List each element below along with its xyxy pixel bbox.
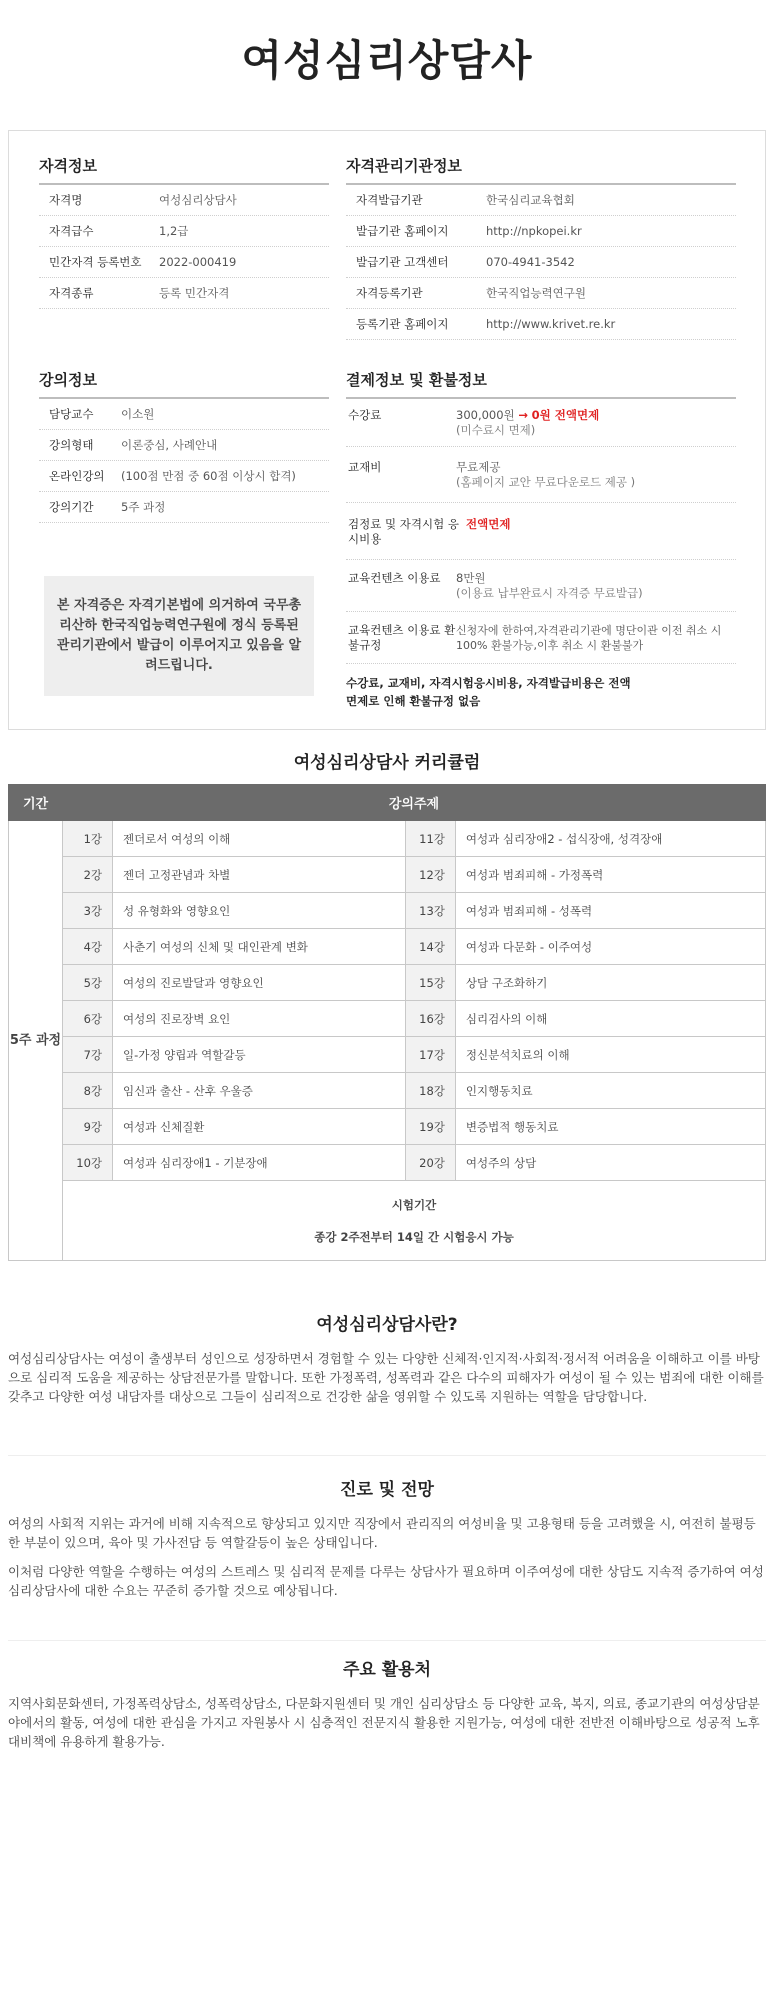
exam-period-title: 시험기간 [391, 1197, 437, 1212]
cert-info-row [39, 216, 329, 247]
lesson-number: 9강 [63, 1109, 113, 1145]
content-fee-value: 8만원 [456, 571, 486, 585]
lecture-info-row [39, 461, 329, 492]
lecture-info-row [39, 430, 329, 461]
table-row [9, 1001, 766, 1037]
table-row [9, 1109, 766, 1145]
exam-fee-row [346, 503, 736, 560]
agency-info-row [346, 278, 736, 309]
career-paragraph-2: 이처럼 다양한 역할을 수행하는 여성의 스트레스 및 심리적 문제를 다루는 상담사가 필요하며 이주여성에 대한 상담도 지속적 증가하여 여성심리상담사에 대한 수요는 꾸준히 증가할 것으로 예상됩니다. [8, 1564, 764, 1598]
content-fee-key: 교육컨텐츠 이용료 [348, 571, 441, 585]
table-row [9, 893, 766, 929]
tuition-sub: (미수료시 면제) [456, 423, 536, 437]
lesson-number: 17강 [405, 1037, 455, 1073]
career-section [8, 1475, 766, 1610]
lesson-number: 4강 [63, 929, 113, 965]
lecture-info-key: 강의형태 [49, 438, 94, 452]
tuition-key: 수강료 [348, 408, 382, 422]
usage-section [8, 1655, 766, 1761]
cert-info-value: 등록 민간자격 [159, 286, 230, 300]
lesson-topic: 임신과 출산 - 산후 우울증 [113, 1073, 406, 1109]
lesson-number: 16강 [405, 1001, 455, 1037]
refund-key: 교육컨텐츠 이용료 환불규정 [348, 623, 456, 652]
lecture-info-value: 이론중심, 사례안내 [121, 438, 218, 452]
career-heading: 진로 및 전망 [340, 1480, 434, 1500]
content-fee-row [346, 560, 736, 612]
lesson-number: 13강 [405, 893, 455, 929]
cert-info-section [39, 155, 329, 309]
table-row [9, 1073, 766, 1109]
registry-homepage-link[interactable]: http://www.krivet.re.kr [486, 317, 616, 331]
lesson-number: 14강 [405, 929, 455, 965]
lesson-topic: 젠더로서 여성의 이해 [113, 821, 406, 857]
usage-heading: 주요 활용처 [342, 1660, 432, 1680]
cert-info-row [39, 278, 329, 309]
exam-period-desc: 종강 2주전부터 14일 간 시험응시 가능 [314, 1229, 514, 1244]
exam-fee-value: 전액면제 [466, 517, 511, 531]
lecture-info-value: (100점 만점 중 60점 이상시 합격) [121, 469, 296, 483]
exam-row [9, 1181, 766, 1261]
lesson-number: 11강 [405, 821, 455, 857]
agency-homepage-link[interactable]: http://npkopei.kr [486, 224, 582, 238]
table-row [9, 821, 766, 857]
lecture-info-value: 5주 과정 [121, 500, 166, 514]
material-row [346, 447, 736, 503]
curriculum-header-row [9, 785, 766, 821]
agency-info-key: 발급기관 홈페이지 [356, 224, 449, 238]
lesson-number: 3강 [63, 893, 113, 929]
lecture-info-section [39, 369, 329, 523]
agency-info-key: 자격발급기관 [356, 193, 423, 207]
cert-info-key: 자격급수 [49, 224, 94, 238]
lesson-topic: 사춘기 여성의 신체 및 대인관계 변화 [113, 929, 406, 965]
lesson-topic: 여성과 심리장애2 - 섭식장애, 성격장애 [455, 821, 765, 857]
refund-footer: 수강료, 교재비, 자격시험응시비용, 자격발급비용은 전액면제로 인해 환불규정 없음 [346, 676, 631, 708]
material-sub: (홈페이지 교안 무료다운로드 제공 ) [456, 475, 636, 489]
period-label: 5주 과정 [9, 821, 63, 1261]
material-value: 무료제공 [456, 460, 501, 474]
table-row [9, 1145, 766, 1181]
lesson-topic: 여성의 진로발달과 영향요인 [113, 965, 406, 1001]
agency-info-section [346, 155, 736, 340]
lesson-topic: 여성과 다문화 - 이주여성 [455, 929, 765, 965]
lesson-topic: 심리검사의 이해 [455, 1001, 765, 1037]
agency-info-value: 한국직업능력연구원 [486, 286, 586, 300]
page-title: 여성심리상담사 [241, 36, 533, 85]
cert-info-heading: 자격정보 [39, 155, 329, 185]
info-panel [8, 130, 766, 730]
tuition-row [346, 399, 736, 447]
lecture-info-value: 이소원 [121, 407, 155, 421]
curriculum-title: 여성심리상담사 커리큘럼 [293, 753, 481, 773]
lesson-topic: 성 유형화와 영향요인 [113, 893, 406, 929]
tuition-free: 0원 전액면제 [531, 408, 600, 422]
lecture-info-heading: 강의정보 [39, 369, 329, 399]
lecture-info-key: 강의기간 [49, 500, 94, 514]
lesson-number: 2강 [63, 857, 113, 893]
agency-info-row [346, 309, 736, 340]
about-heading: 여성심리상담사란? [316, 1315, 458, 1335]
section-divider [8, 1455, 766, 1456]
period-header: 기간 [9, 785, 63, 821]
table-row [9, 1037, 766, 1073]
lecture-info-row [39, 492, 329, 523]
agency-info-row [346, 185, 736, 216]
certification-notice: 본 자격증은 자격기본법에 의거하여 국무총리산하 한국직업능력연구원에 정식 등록된 관리기관에서 발급이 이루어지고 있음을 알려드립니다. [44, 576, 314, 696]
cert-info-value: 1,2급 [159, 224, 189, 238]
curriculum-table [8, 784, 766, 1261]
cert-info-key: 민간자격 등록번호 [49, 255, 142, 269]
agency-info-row [346, 247, 736, 278]
lesson-topic: 인지행동치료 [455, 1073, 765, 1109]
exam-period-cell [63, 1181, 766, 1261]
agency-info-value: 070-4941-3542 [486, 255, 575, 269]
material-key: 교재비 [348, 460, 382, 474]
lesson-number: 1강 [63, 821, 113, 857]
lesson-number: 15강 [405, 965, 455, 1001]
cert-info-key: 자격종류 [49, 286, 94, 300]
tuition-price: 300,000원 [456, 408, 515, 422]
payment-info-section [346, 369, 736, 710]
lesson-topic: 여성과 심리장애1 - 기분장애 [113, 1145, 406, 1181]
lesson-number: 19강 [405, 1109, 455, 1145]
about-body: 여성심리상담사는 여성이 출생부터 성인으로 성장하면서 경험할 수 있는 다양한 신체적·인지적·사회적·정서적 어려움을 이해하고 이를 바탕으로 심리적 도움을 제공하는 상담전문가를 말합니다. 또한 가정폭력, 성폭력과 같은 다수의 피해자가 여성이 될 수 있는 범죄에 대한 이해를 갖추고 다양한 여성 내담자를 대상으로 그들이 심리적으로 건강한 삶을 영위할 수 있도록 지원하는 역할을 담당합니다. [8, 1351, 764, 1404]
lesson-topic: 변증법적 행동치료 [455, 1109, 765, 1145]
agency-info-value: 한국심리교육협회 [486, 193, 575, 207]
lecture-info-key: 온라인강의 [49, 469, 105, 483]
table-row [9, 857, 766, 893]
cert-info-row [39, 247, 329, 278]
lecture-info-row [39, 399, 329, 430]
exam-fee-key: 검정료 및 자격시험 응시비용 [348, 517, 459, 546]
cert-info-value: 여성심리상담사 [159, 193, 237, 207]
lesson-topic: 여성과 범죄피해 - 성폭력 [455, 893, 765, 929]
lesson-number: 20강 [405, 1145, 455, 1181]
cert-info-key: 자격명 [49, 193, 83, 207]
about-section [8, 1310, 766, 1416]
agency-info-heading: 자격관리기관정보 [346, 155, 736, 185]
content-fee-sub: (이용료 납부완료시 자격증 무료발급) [456, 586, 643, 600]
lesson-number: 12강 [405, 857, 455, 893]
lesson-topic: 젠더 고정관념과 차별 [113, 857, 406, 893]
lesson-topic: 여성주의 상담 [455, 1145, 765, 1181]
agency-info-key: 발급기관 고객센터 [356, 255, 449, 269]
lesson-topic: 정신분석치료의 이해 [455, 1037, 765, 1073]
payment-info-heading: 결제정보 및 환불정보 [346, 369, 736, 399]
lesson-topic: 일-가정 양립과 역할갈등 [113, 1037, 406, 1073]
topic-header: 강의주제 [63, 785, 766, 821]
cert-info-value: 2022-000419 [159, 255, 237, 269]
lecture-info-key: 담당교수 [49, 407, 94, 421]
agency-info-key: 등록기관 홈페이지 [356, 317, 449, 331]
agency-info-key: 자격등록기관 [356, 286, 423, 300]
table-row [9, 929, 766, 965]
lesson-number: 6강 [63, 1001, 113, 1037]
lesson-topic: 상담 구조화하기 [455, 965, 765, 1001]
refund-row [346, 612, 736, 664]
lesson-number: 18강 [405, 1073, 455, 1109]
lesson-topic: 여성과 신체질환 [113, 1109, 406, 1145]
usage-body: 지역사회문화센터, 가정폭력상담소, 성폭력상담소, 다문화지원센터 및 개인 심리상담소 등 다양한 교육, 복지, 의료, 종교기관의 여성상담분야에서의 활동, 여성에 대한 관심을 가지고 자원봉사 시 심층적인 전문지식 활용한 지원가능, 여성에 대한 전반전 이해바탕으로 성공적 노후대비책에 유용하게 활용가능. [8, 1696, 760, 1749]
cert-info-row [39, 185, 329, 216]
career-paragraph-1: 여성의 사회적 지위는 과거에 비해 지속적으로 향상되고 있지만 직장에서 관리직의 여성비율 및 고용형태 등을 고려했을 시, 여전히 불평등한 부분이 있으며, 육아 및 가사전담 등 역할갈등이 높은 상태입니다. [8, 1516, 756, 1550]
lesson-number: 10강 [63, 1145, 113, 1181]
lesson-number: 7강 [63, 1037, 113, 1073]
lesson-topic: 여성과 범죄피해 - 가정폭력 [455, 857, 765, 893]
lesson-topic: 여성의 진로장벽 요인 [113, 1001, 406, 1037]
agency-info-row [346, 216, 736, 247]
refund-value: 신청자에 한하여,자격관리기관에 명단이관 이전 취소 시 100% 환불가능,이후 취소 시 환불불가 [456, 624, 722, 652]
table-row [9, 965, 766, 1001]
lesson-number: 5강 [63, 965, 113, 1001]
tuition-arrow: → [518, 408, 528, 422]
lesson-number: 8강 [63, 1073, 113, 1109]
section-divider [8, 1640, 766, 1641]
